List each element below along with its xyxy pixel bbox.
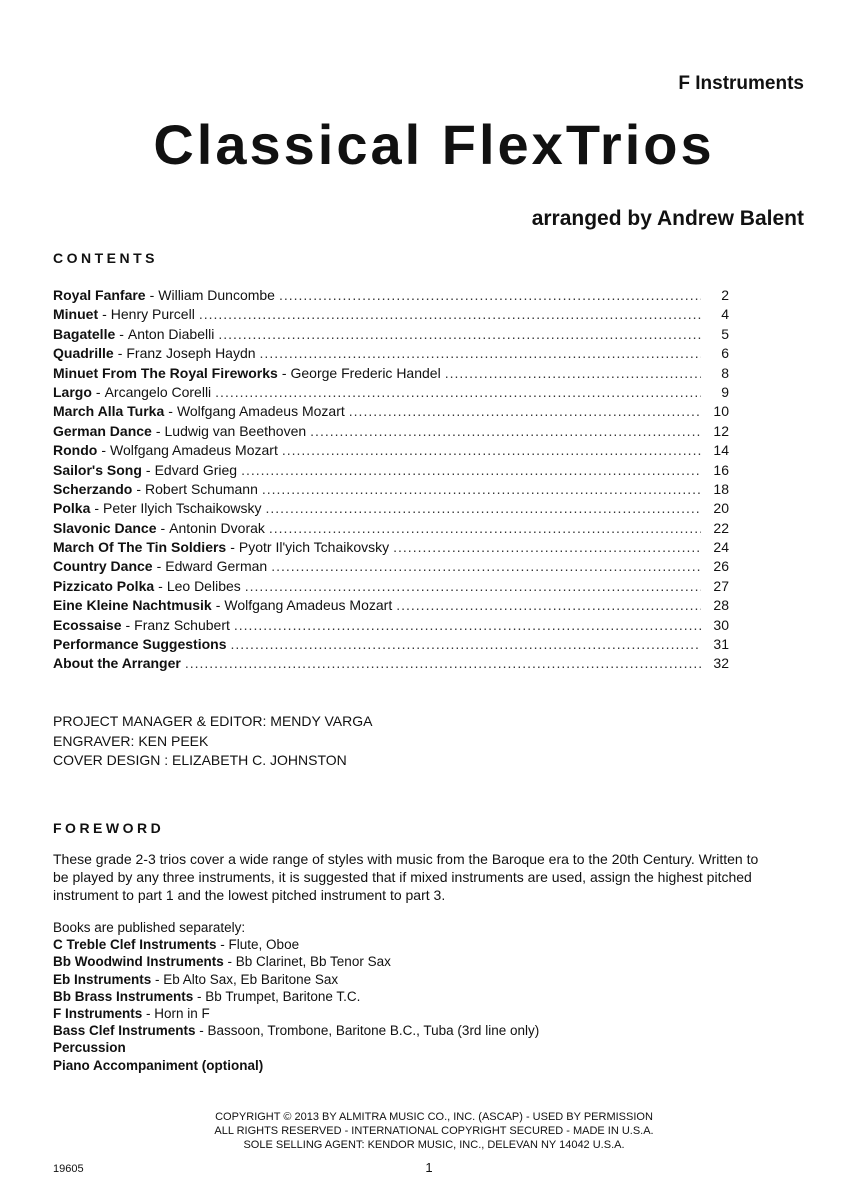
toc-entry-composer: Antonin Dvorak [169,519,265,536]
toc-entry-page: 12 [713,422,729,439]
editor-credit: PROJECT MANAGER & EDITOR: MENDY VARGA [53,713,373,729]
toc-entry-composer: Arcangelo Corelli [104,383,212,400]
toc-entry-composer: Ludwig van Beethoven [164,422,307,439]
toc-entry-page: 27 [713,577,729,594]
toc-entry [53,500,729,519]
toc-entry [53,617,729,636]
toc-entry-composer: Wolfgang Amadeus Mozart [110,442,278,459]
toc-entry [53,578,729,597]
toc-entry [53,520,729,539]
book-item [53,971,539,988]
toc-separator: - [125,616,131,633]
toc-entry-title: Polka [53,500,91,517]
selling-agent-line: SOLE SELLING AGENT: KENDOR MUSIC, INC., DELEVAN NY 14042 U.S.A. [243,1139,625,1151]
toc-dot-leader [271,558,701,574]
toc-separator: - [158,577,163,594]
toc-dot-leader [310,423,701,439]
book-name: F Instruments [53,1006,143,1022]
toc-dot-leader [349,403,701,419]
toc-entry [53,403,729,422]
books-list [53,919,539,1074]
toc-separator: - [281,364,287,381]
toc-entry [53,306,729,325]
toc-dot-leader [218,326,701,342]
toc-entry-composer: Peter Ilyich Tschaikowsky [103,500,262,517]
toc-separator: - [168,403,173,420]
toc-entry-page: 8 [721,364,729,381]
toc-entry-page: 20 [713,500,729,517]
book-separator: - [195,1023,208,1039]
toc-entry-page: 24 [713,539,729,556]
foreword-text: These grade 2-3 trios cover a wide range of styles with music from the Baroque era to the 20th Century. Written to be played by any three instruments, it is suggested that if mixed instruments are used, assign the highest pitched instrument to part 1 and the lowest pitched instrument to part 3. [53,851,759,903]
toc-entry-title: Country Dance [53,558,153,575]
toc-entry-composer: Wolfgang Amadeus Mozart [224,597,393,614]
toc-entry-composer: Edvard Grieg [154,461,238,478]
toc-separator: - [155,422,161,439]
toc-entry-page: 32 [713,655,729,672]
copyright-notice [0,1110,868,1152]
book-name: Piano Accompaniment (optional) [53,1057,264,1073]
toc-entry-page: 31 [713,636,729,653]
toc-dot-leader [279,287,701,303]
toc-dot-leader [234,617,701,633]
page-title: Classical FlexTrios [153,113,715,176]
book-item [53,1039,539,1056]
toc-entry-page: 10 [713,403,729,420]
toc-entry [53,365,729,384]
toc-entry [53,636,729,655]
book-name: Bb Woodwind Instruments [53,954,224,970]
toc-entry-title: Bagatelle [53,325,116,342]
book-item [53,1022,539,1039]
toc-entry-composer: Franz Joseph Haydn [126,345,256,362]
toc-entry-title: Royal Fanfare [53,287,146,303]
book-item [53,1057,539,1074]
toc-separator: - [149,287,155,303]
book-detail: Horn in F [154,1006,210,1022]
book-name: Bass Clef Instruments [53,1023,196,1039]
edition-label: F Instruments [678,73,804,94]
toc-entry [53,597,729,616]
toc-entry-composer: Robert Schumann [145,480,258,497]
foreword-heading: FOREWORD [53,820,165,836]
toc-separator: - [145,461,151,478]
toc-separator: - [215,597,221,614]
toc-entry [53,481,729,500]
toc-entry-page: 6 [721,345,729,362]
contents-heading: CONTENTS [53,250,158,266]
toc-entry [53,442,729,461]
toc-entry-composer: George Frederic Handel [290,364,441,381]
toc-entry-composer: Leo Delibes [166,577,241,594]
book-separator: - [193,988,206,1004]
toc-entry [53,287,729,306]
book-separator: - [151,971,164,987]
book-item [53,1005,539,1022]
toc-entry [53,539,729,558]
book-detail: Eb Alto Sax, Eb Baritone Sax [163,971,339,987]
toc-entry-page: 18 [713,480,729,497]
toc-dot-leader [231,636,702,652]
book-detail: Bb Clarinet, Bb Tenor Sax [235,954,391,970]
book-separator: - [142,1006,155,1022]
toc-entry-title: Eine Kleine Nachtmusik [53,597,212,614]
toc-entry-page: 2 [721,287,729,303]
book-name: C Treble Clef Instruments [53,937,217,953]
toc-dot-leader [262,481,701,497]
toc-entry-page: 5 [721,325,729,342]
toc-entry-title: Performance Suggestions [53,636,227,653]
toc-entry-title: Scherzando [53,480,133,497]
toc-entry [53,384,729,403]
toc-separator: - [102,306,107,323]
book-detail: Bassoon, Trombone, Baritone B.C., Tuba (3rd line only) [207,1023,540,1039]
toc-entry-composer: Henry Purcell [110,306,195,323]
toc-entry-composer: Pyotr Il'yich Tchaikovsky [238,539,390,556]
toc-entry-title: Minuet [53,306,99,323]
toc-dot-leader [245,578,701,594]
book-item [53,936,539,953]
toc-entry-page: 22 [713,519,729,536]
book-item [53,988,539,1005]
toc-separator: - [156,558,162,575]
toc-separator: - [94,500,100,517]
toc-dot-leader [241,462,701,478]
toc-entry-title: About the Arranger [53,655,181,672]
toc-entry-page: 26 [713,558,729,575]
toc-separator: - [119,325,124,342]
toc-entry-title: Rondo [53,442,98,459]
cover-design-credit: COVER DESIGN : ELIZABETH C. JOHNSTON [53,752,347,768]
book-name: Bb Brass Instruments [53,988,194,1004]
toc-dot-leader [266,500,702,516]
book-detail: Bb Trumpet, Baritone T.C. [205,988,361,1004]
engraver-credit: ENGRAVER: KEN PEEK [53,732,209,749]
toc-entry-title: Minuet From The Royal Fireworks [53,364,278,381]
arranger-credit: arranged by Andrew Balent [531,207,804,230]
book-detail: Flute, Oboe [228,937,300,953]
toc-dot-leader [445,365,701,381]
toc-entry-title: Pizzicato Polka [53,577,155,594]
toc-entry-page: 30 [713,616,729,633]
page-number: 1 [425,1160,433,1175]
toc-entry-title: German Dance [53,422,152,439]
toc-entry-composer: Wolfgang Amadeus Mozart [176,403,345,420]
toc-entry-title: March Alla Turka [53,403,165,420]
toc-separator: - [101,442,106,459]
toc-separator: - [117,345,123,362]
toc-entry-composer: William Duncombe [158,287,275,303]
book-separator: - [216,937,229,953]
toc-separator: - [160,519,166,536]
book-name: Percussion [53,1040,126,1056]
toc-entry-page: 16 [713,461,729,478]
toc-entry [53,462,729,481]
toc-entry-title: Largo [53,383,92,400]
toc-dot-leader [269,520,701,536]
toc-dot-leader [185,655,701,671]
book-item [53,953,539,970]
books-intro: Books are published separately: [53,920,246,935]
toc-entry [53,423,729,442]
toc-dot-leader [282,442,701,458]
table-of-contents [53,287,729,675]
toc-entry-composer: Anton Diabelli [127,325,215,342]
toc-entry-title: Quadrille [53,345,114,362]
toc-entry-composer: Edward German [165,558,268,575]
toc-entry-title: Sailor's Song [53,461,142,478]
toc-entry-page: 4 [721,306,729,323]
toc-entry-composer: Franz Schubert [134,616,230,633]
toc-dot-leader [215,384,701,400]
toc-separator: - [136,480,142,497]
toc-dot-leader [393,539,701,555]
toc-entry-page: 28 [713,597,729,614]
toc-entry-title: Slavonic Dance [53,519,157,536]
toc-entry [53,326,729,345]
catalog-number: 19605 [53,1163,84,1175]
production-credits [53,712,372,771]
toc-entry [53,345,729,364]
toc-entry-page: 9 [721,383,729,400]
toc-entry [53,558,729,577]
toc-separator: - [230,539,235,556]
book-separator: - [223,954,236,970]
toc-entry [53,655,729,674]
toc-dot-leader [199,306,701,322]
toc-entry-title: March Of The Tin Soldiers [53,539,227,556]
rights-line: ALL RIGHTS RESERVED - INTERNATIONAL COPYRIGHT SECURED - MADE IN U.S.A. [214,1125,654,1137]
book-name: Eb Instruments [53,971,152,987]
copyright-line: COPYRIGHT © 2013 BY ALMITRA MUSIC CO., INC. (ASCAP) - USED BY PERMISSION [215,1111,653,1123]
toc-dot-leader [396,597,701,613]
toc-separator: - [95,383,101,400]
toc-entry-title: Ecossaise [53,616,122,633]
toc-entry-page: 14 [713,442,729,459]
toc-dot-leader [260,345,701,361]
